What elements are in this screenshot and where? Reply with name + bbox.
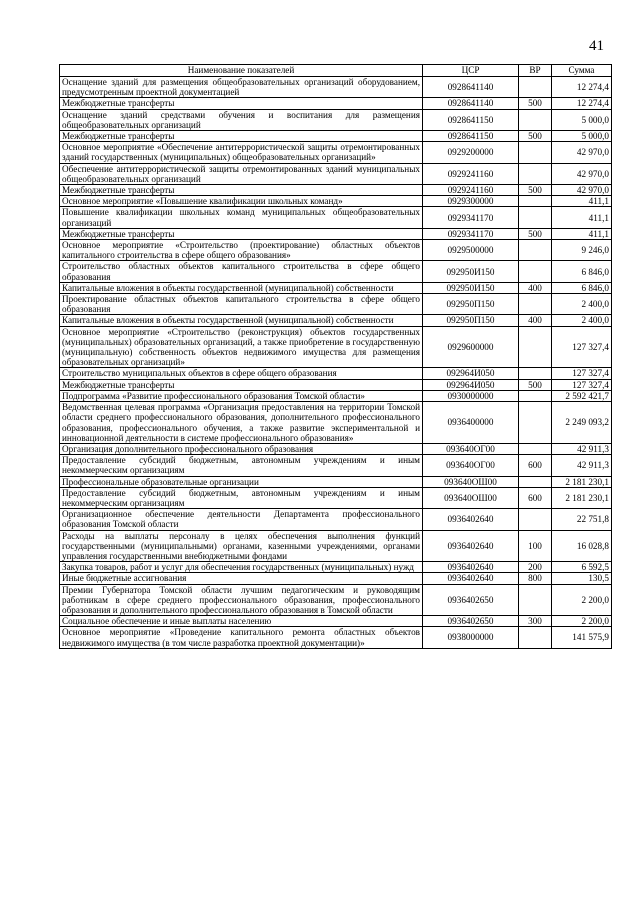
row-name: Организационное обеспечение деятельности Департамента профессионального образования Томской области (60, 509, 423, 530)
table-body (60, 77, 612, 649)
row-vr (519, 196, 552, 207)
row-csr: 0936402650 (423, 616, 519, 627)
row-sum: 2 400,0 (552, 315, 612, 326)
row-name: Основное мероприятие «Строительство (проектирование) областных объектов капитального строительства в сфере общего образования» (60, 240, 423, 261)
row-vr: 500 (519, 131, 552, 142)
table-row (60, 185, 612, 196)
row-name: Предоставление субсидий бюджетным, автономным учреждениям и иным некоммерческим организациям (60, 487, 423, 508)
row-sum: 5 000,0 (552, 131, 612, 142)
table-row (60, 196, 612, 207)
row-csr: 093640ОШ00 (423, 487, 519, 508)
row-name: Основное мероприятие «Повышение квалификации школьных команд» (60, 196, 423, 207)
row-sum: 2 200,0 (552, 616, 612, 627)
table-row (60, 98, 612, 109)
row-name: Расходы на выплаты персоналу в целях обеспечения выполнения функций государственными (муниципальными) органами, казенными учреждениями, органами управления государственными внебюджетными фондами (60, 530, 423, 562)
table-row (60, 443, 612, 454)
row-name: Повышение квалификации школьных команд муниципальных общеобразовательных организаций (60, 207, 423, 228)
row-sum: 2 181 230,1 (552, 487, 612, 508)
header-name: Наименование показателей (60, 65, 423, 77)
row-name: Закупка товаров, работ и услуг для обеспечения государственных (муниципальных) нужд (60, 562, 423, 573)
row-sum: 6 592,5 (552, 562, 612, 573)
row-name: Иные бюджетные ассигнования (60, 573, 423, 584)
row-sum: 2 249 093,2 (552, 402, 612, 444)
row-name: Обеспечение антитеррористической защиты отремонтированных зданий муниципальных общеобразовательных организаций (60, 163, 423, 184)
table-row (60, 627, 612, 648)
row-vr (519, 109, 552, 130)
row-sum: 6 846,0 (552, 282, 612, 293)
row-csr: 0929341170 (423, 228, 519, 239)
row-name: Организация дополнительного профессионального образования (60, 443, 423, 454)
row-csr: 092950И150 (423, 261, 519, 282)
row-vr: 300 (519, 616, 552, 627)
row-csr: 0936400000 (423, 402, 519, 444)
table-row (60, 163, 612, 184)
row-vr (519, 261, 552, 282)
row-vr: 600 (519, 455, 552, 476)
table-row (60, 402, 612, 444)
row-vr (519, 509, 552, 530)
table-row (60, 240, 612, 261)
row-csr: 0936402650 (423, 584, 519, 616)
row-csr: 0929500000 (423, 240, 519, 261)
row-vr (519, 627, 552, 648)
row-vr: 200 (519, 562, 552, 573)
row-vr (519, 402, 552, 444)
row-vr (519, 77, 552, 98)
row-csr: 0929300000 (423, 196, 519, 207)
row-name: Социальное обеспечение и иные выплаты населению (60, 616, 423, 627)
row-sum: 411,1 (552, 228, 612, 239)
table-row (60, 616, 612, 627)
row-name: Проектирование областных объектов капитального строительства в сфере общего образования (60, 294, 423, 315)
row-sum: 42 970,0 (552, 163, 612, 184)
row-sum: 411,1 (552, 196, 612, 207)
row-sum: 6 846,0 (552, 261, 612, 282)
row-csr: 092964И050 (423, 379, 519, 390)
row-csr: 092950И150 (423, 282, 519, 293)
row-vr: 500 (519, 228, 552, 239)
row-name: Основное мероприятие «Строительство (реконструкция) объектов государственных (муниципальных) образовательных организаций, а также приобретение в государственную (муниципальную) собственность объектов недвижимого имущества для размещения образовательных организаций» (60, 326, 423, 368)
row-csr: 0928641140 (423, 77, 519, 98)
row-csr: 0936402640 (423, 562, 519, 573)
row-sum: 130,5 (552, 573, 612, 584)
table-row (60, 131, 612, 142)
row-vr (519, 584, 552, 616)
table-row (60, 562, 612, 573)
row-csr: 0928641140 (423, 98, 519, 109)
row-sum: 42 911,3 (552, 455, 612, 476)
row-sum: 12 274,4 (552, 77, 612, 98)
header-sum: Сумма (552, 65, 612, 77)
table-row (60, 476, 612, 487)
row-vr: 100 (519, 530, 552, 562)
row-name: Основное мероприятие «Обеспечение антитеррористической защиты отремонтированных зданий государственных (муниципальных) общеобразовательных организаций» (60, 142, 423, 163)
row-vr: 500 (519, 98, 552, 109)
row-sum: 42 970,0 (552, 142, 612, 163)
table-header-row (60, 65, 612, 77)
row-sum: 141 575,9 (552, 627, 612, 648)
row-name: Премии Губернатора Томской области лучшим педагогическим и руководящим работникам в сфере среднего профессионального образования, профессионального образования и дополнительного профессионального образования в Томской области (60, 584, 423, 616)
table-row (60, 368, 612, 379)
header-vr: ВР (519, 65, 552, 77)
row-sum: 2 592 421,7 (552, 390, 612, 401)
row-csr: 0936402640 (423, 530, 519, 562)
row-sum: 9 246,0 (552, 240, 612, 261)
header-csr: ЦСР (423, 65, 519, 77)
table-row (60, 530, 612, 562)
row-sum: 16 028,8 (552, 530, 612, 562)
row-sum: 42 911,3 (552, 443, 612, 454)
row-csr: 092964И050 (423, 368, 519, 379)
row-csr: 0930000000 (423, 390, 519, 401)
row-csr: 093640ОШ00 (423, 476, 519, 487)
row-sum: 127 327,4 (552, 379, 612, 390)
row-sum: 2 200,0 (552, 584, 612, 616)
row-csr: 0929600000 (423, 326, 519, 368)
row-vr (519, 163, 552, 184)
row-vr (519, 294, 552, 315)
row-csr: 0929241160 (423, 163, 519, 184)
table-row (60, 282, 612, 293)
row-csr: 0936402640 (423, 573, 519, 584)
row-name: Строительство муниципальных объектов в сфере общего образования (60, 368, 423, 379)
table-row (60, 142, 612, 163)
table-row (60, 261, 612, 282)
row-vr (519, 390, 552, 401)
row-name: Капитальные вложения в объекты государственной (муниципальной) собственности (60, 315, 423, 326)
row-name: Межбюджетные трансферты (60, 131, 423, 142)
row-name: Оснащение зданий средствами обучения и воспитания для размещения общеобразовательных организаций (60, 109, 423, 130)
row-name: Капитальные вложения в объекты государственной (муниципальной) собственности (60, 282, 423, 293)
row-vr: 600 (519, 487, 552, 508)
table-row (60, 379, 612, 390)
row-vr (519, 207, 552, 228)
row-name: Строительство областных объектов капитального строительства в сфере общего образования (60, 261, 423, 282)
row-name: Профессиональные образовательные организации (60, 476, 423, 487)
row-name: Предоставление субсидий бюджетным, автономным учреждениям и иным некоммерческим организациям (60, 455, 423, 476)
row-csr: 092950П150 (423, 294, 519, 315)
row-vr (519, 368, 552, 379)
table-row (60, 326, 612, 368)
table-row (60, 455, 612, 476)
table-row (60, 294, 612, 315)
row-csr: 0929241160 (423, 185, 519, 196)
row-sum: 127 327,4 (552, 326, 612, 368)
row-vr (519, 240, 552, 261)
table-row (60, 487, 612, 508)
row-csr: 0929341170 (423, 207, 519, 228)
page-number: 41 (589, 38, 604, 54)
row-sum: 5 000,0 (552, 109, 612, 130)
row-name: Подпрограмма «Развитие профессионального образования Томской области» (60, 390, 423, 401)
table-row (60, 315, 612, 326)
row-name: Межбюджетные трансферты (60, 379, 423, 390)
row-name: Межбюджетные трансферты (60, 98, 423, 109)
table-row (60, 584, 612, 616)
row-name: Оснащение зданий для размещения общеобразовательных организаций оборудованием, предусмотренным проектной документацией (60, 77, 423, 98)
row-vr: 500 (519, 379, 552, 390)
row-csr: 0928641150 (423, 131, 519, 142)
table-row (60, 228, 612, 239)
row-name: Ведомственная целевая программа «Организация предоставления на территории Томской области среднего профессионального образования, дополнительного профессионального образования, профессионального обучения, а также развитие экспериментальной и инновационной деятельности в системе профессионального образования» (60, 402, 423, 444)
row-sum: 22 751,8 (552, 509, 612, 530)
row-vr: 400 (519, 315, 552, 326)
row-name: Основное мероприятие «Проведение капитального ремонта областных объектов недвижимого имущества (в том числе разработка проектной документации)» (60, 627, 423, 648)
row-csr: 0938000000 (423, 627, 519, 648)
table-row (60, 109, 612, 130)
row-vr (519, 443, 552, 454)
row-csr: 093640ОГ00 (423, 443, 519, 454)
table-row (60, 509, 612, 530)
row-sum: 2 181 230,1 (552, 476, 612, 487)
row-sum: 2 400,0 (552, 294, 612, 315)
row-vr: 500 (519, 185, 552, 196)
table-row (60, 207, 612, 228)
row-name: Межбюджетные трансферты (60, 185, 423, 196)
row-sum: 127 327,4 (552, 368, 612, 379)
table-row (60, 390, 612, 401)
row-csr: 093640ОГ00 (423, 455, 519, 476)
budget-table (59, 64, 612, 649)
row-vr: 400 (519, 282, 552, 293)
row-vr: 800 (519, 573, 552, 584)
row-name: Межбюджетные трансферты (60, 228, 423, 239)
table-row (60, 573, 612, 584)
row-csr: 0936402640 (423, 509, 519, 530)
row-sum: 411,1 (552, 207, 612, 228)
row-vr (519, 142, 552, 163)
table-row (60, 77, 612, 98)
row-csr: 092950П150 (423, 315, 519, 326)
row-vr (519, 326, 552, 368)
row-sum: 42 970,0 (552, 185, 612, 196)
row-sum: 12 274,4 (552, 98, 612, 109)
row-csr: 0928641150 (423, 109, 519, 130)
row-csr: 0929200000 (423, 142, 519, 163)
row-vr (519, 476, 552, 487)
